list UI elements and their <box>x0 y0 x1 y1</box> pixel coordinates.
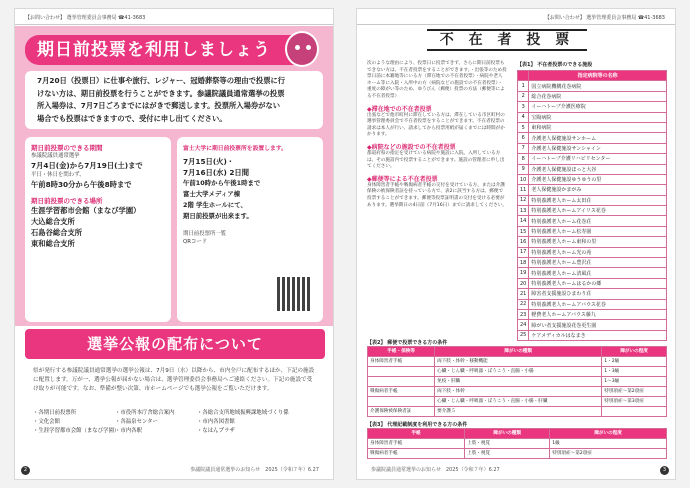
row-number: 6 <box>518 133 529 143</box>
fuji-place: 富士大学メディア棟 <box>183 190 241 198</box>
row-number: 17 <box>518 247 529 257</box>
row-number: 1 <box>518 81 529 91</box>
table-row <box>368 377 667 387</box>
proxy-table <box>367 428 667 459</box>
table-header: 障がいの程度 <box>602 347 667 357</box>
table-row <box>518 154 667 164</box>
table-row <box>518 91 667 101</box>
table-cell: 免疫・肝臓 <box>435 377 602 387</box>
table-cell: 上肢・視覚 <box>465 449 550 459</box>
absentee-intro: 次のような理由により、投票日に投票できず、さらに期日前投票もできない方は、不在者投票をすることができます。・出張等のため投票日前に本籍地等にいる方（滞在地での不在者投票）・病院や老人ホーム等に入院・入所中の方（病院などの施設での不在者投票）・重度の障がい等のため、ゆうびん（郵便）投票の方法（郵便等による不在者投票） <box>367 61 507 99</box>
koho-place: ・各総合支所地域振興課地域づくり係 <box>197 410 289 416</box>
table-row <box>518 81 667 91</box>
place-item: 生涯学習都市会館（まなび学園） <box>31 206 141 215</box>
institution-name: 介護老人保健施設サンホーム <box>529 133 667 143</box>
institution-name: 宝陽病院 <box>529 112 667 122</box>
table-cell: 特別項症〜第3項症 <box>602 397 667 407</box>
institution-name: ケアメディカルはなまき <box>529 330 667 340</box>
koho-place: ・各温泉センター <box>115 419 158 425</box>
fuji-note: 期日前投票が出来ます。 <box>183 212 253 220</box>
table-row <box>518 309 667 319</box>
table-row <box>518 164 667 174</box>
institution-name: 障がい者支援施設花巻更生園 <box>529 320 667 330</box>
table-row <box>368 397 667 407</box>
row-number: 8 <box>518 154 529 164</box>
table-header: 手帳 <box>368 429 465 439</box>
period-hours: 午前8時30分から午後8時まで <box>31 180 132 189</box>
row-number: 18 <box>518 258 529 268</box>
place-item: 東和総合支所 <box>31 239 75 248</box>
institution-name: 特別養護老人ホーム太田荘 <box>529 195 667 205</box>
fuji-place2: 2階 学生ホールにて、 <box>183 201 247 209</box>
section-text: 都道府県の指定を受けている病院や施設に入院、入所している方は、その施設内で投票することができます。施設の管理者に申し出てください。 <box>367 150 505 170</box>
table-cell: 上肢・視覚 <box>465 439 550 449</box>
election-name: 参議院議員通常選挙 <box>31 153 80 159</box>
institution-name: 特別養護老人ホーム光の苑 <box>529 247 667 257</box>
table-cell <box>368 367 435 377</box>
koho-place: ・市内各駅 <box>115 428 142 434</box>
fuji-date1: 7月15日(火)・ <box>183 157 235 166</box>
table-cell: 特別項症〜第2項症 <box>602 387 667 397</box>
row-number: 7 <box>518 143 529 153</box>
section-title: ◆滞在地での不在者投票 <box>367 105 432 113</box>
institution-name: 特別養護老人ホーム豊沢荘 <box>529 258 667 268</box>
institution-name: イーハトーブ介護リハビリセンター <box>529 154 667 164</box>
row-number: 5 <box>518 122 529 132</box>
place-item: 大込総合支所 <box>31 217 75 226</box>
institution-name: 特別養護老人ホームアイリス花巻 <box>529 206 667 216</box>
place-title: 期日前投票のできる場所 <box>31 197 103 205</box>
koho-place: ・市内各図書館 <box>197 419 235 425</box>
page-header: 【お問い合わせ】 選挙管理委員会事務局 ☎41-3683 <box>15 9 333 25</box>
table-header: 障がいの種類 <box>435 347 602 357</box>
institution-name: 総合花巻病院 <box>529 91 667 101</box>
table-cell <box>602 407 667 417</box>
fuji-date2: 7月16日(水) 2日間 <box>183 168 250 177</box>
section-text: 出張などで他市町村に滞在している方は、滞在している市区町村の選挙管理委員会で不在者投票をすることができます。不在者投票の請求は本人が行い、請求してから投票用紙が届くまでには時間がかかります。 <box>367 112 505 138</box>
table-row <box>518 258 667 268</box>
table-cell: 1・2級 <box>602 357 667 367</box>
table-row <box>518 122 667 132</box>
period-dates: 7月4日(金)から7月19日(土)まで <box>31 161 143 170</box>
koho-place: ・各期日前投票所 <box>33 410 77 416</box>
table-row <box>518 278 667 288</box>
table-row <box>518 268 667 278</box>
mascot-icon <box>285 31 319 67</box>
table-header: 障がいの種類 <box>465 429 550 439</box>
table-cell: 両下肢・体幹・移動機能 <box>435 357 602 367</box>
table-row <box>518 226 667 236</box>
left-page <box>14 8 334 480</box>
table-cell: 1級 <box>550 439 667 449</box>
period-box <box>25 137 171 322</box>
row-number: 2 <box>518 91 529 101</box>
table-row <box>368 367 667 377</box>
row-number: 23 <box>518 309 529 319</box>
row-number: 19 <box>518 268 529 278</box>
row-number: 14 <box>518 216 529 226</box>
qr-code-icon[interactable] <box>277 277 311 311</box>
institution-table <box>517 70 667 341</box>
koho-text: 県が発行する参議院議員通常選挙の選挙公報は、7月9日（水）以降から、市内全戸に配布するほか、下記の施設に配置します。万が一、選挙公報が届かない場合は、選挙管理委員会事務局へご連絡ください。下記の施設で受け取りが可能です。なお、準備が整い次第、市ホームページでも選挙公報をご覧いただけます。 <box>33 368 315 392</box>
section-title: ◆郵便等による不在者投票 <box>367 175 438 183</box>
table-header: 指定病院等の名称 <box>529 71 667 81</box>
table-cell: 1・3級 <box>602 367 667 377</box>
row-number: 11 <box>518 185 529 195</box>
table-cell: 身体障害者手帳 <box>368 357 435 367</box>
table-row <box>518 112 667 122</box>
table-row <box>518 133 667 143</box>
table-cell: 戦傷病者手帳 <box>368 449 465 459</box>
table-header: 障がいの程度 <box>550 429 667 439</box>
page-footer: 参議院議員通常選挙のお知らせ 2025（令和７年）6.27 <box>371 467 500 473</box>
period-note: 平日・休日を問わず、 <box>31 172 85 178</box>
institution-name: 特別養護老人ホーム花巻荘 <box>529 216 667 226</box>
page-header: 【お問い合わせ】 選挙管理委員会事務局 ☎41-3683 <box>357 9 675 25</box>
row-number: 25 <box>518 330 529 340</box>
institution-name: 介護老人保健施設ほっと大谷 <box>529 164 667 174</box>
row-number: 4 <box>518 112 529 122</box>
institution-name: 特別養護老人ホーム松寿園 <box>529 226 667 236</box>
table3-title: 【表3】 代理記載制度を利用できる方の条件 <box>367 422 468 428</box>
page-number: 3 <box>660 466 669 475</box>
row-number: 21 <box>518 289 529 299</box>
table2-wrap <box>367 339 667 459</box>
institution-name: 国立病院機構花巻病院 <box>529 81 667 91</box>
early-voting-banner: 期日前投票を利用しましょう <box>25 35 313 65</box>
table2-title: 【表2】 郵便で投票できる方の条件 <box>367 340 448 346</box>
fuji-time: 午前10時から午後1時まで <box>183 179 261 187</box>
table-cell: 特別項症〜第2項症 <box>550 449 667 459</box>
fuji-title: 富士大学に期日前投票所を設置します。 <box>183 146 287 152</box>
koho-place: ・なはんプラザ <box>197 428 235 434</box>
right-page <box>356 8 676 480</box>
table-row <box>518 320 667 330</box>
institution-name: 障害者支援施設ひまわり荘 <box>529 289 667 299</box>
koho-banner: 選挙公報の配布について <box>25 329 325 359</box>
table-row <box>518 289 667 299</box>
institution-name: 東和病院 <box>529 122 667 132</box>
table-row <box>518 174 667 184</box>
mail-vote-table <box>367 346 667 417</box>
table-cell: 身体障害者手帳 <box>368 439 465 449</box>
row-number: 24 <box>518 320 529 330</box>
fuji-box <box>177 137 323 322</box>
table-cell: 両下肢・体幹 <box>435 387 602 397</box>
institution-name: イーハトーブ介護医療院 <box>529 102 667 112</box>
table-row <box>368 439 667 449</box>
row-number: 3 <box>518 102 529 112</box>
institution-name: 特別養護老人ホーム清風荘 <box>529 268 667 278</box>
table-row <box>518 143 667 153</box>
institution-name: 特別養護老人ホームアバウス花巻 <box>529 299 667 309</box>
table-cell: 要介護５ <box>435 407 602 417</box>
table-row <box>368 449 667 459</box>
table-cell: 心臓・じん臓・呼吸器・ぼうこう・直腸・小腸・肝臓 <box>435 397 602 407</box>
institution-name: 介護老人保健施設ゆうゆうの里 <box>529 174 667 184</box>
institution-name: 介護老人保健施設サンシャイン <box>529 143 667 153</box>
place-item: 石島谷総合支所 <box>31 228 83 237</box>
institution-name: 特別養護老人ホームはるかの郷 <box>529 278 667 288</box>
table-row <box>368 387 667 397</box>
institution-name: 特別養護老人ホーム東和の里 <box>529 237 667 247</box>
institution-table-wrap <box>517 61 667 341</box>
table-row <box>518 237 667 247</box>
row-number: 12 <box>518 195 529 205</box>
intro-text: 7月20日（投票日）に仕事や旅行、レジャー、冠婚葬祭等の理由で投票に行けない方は、期日前投票を行うことができます。参議院議員通常選挙の投票所入場券は、7月7日ごろまでにはがきで郵送します。投票所入場券がない場合でも投票はできますので、受付に申し出てください。 <box>37 76 286 123</box>
institution-name: 老人保健施設かまがみ <box>529 185 667 195</box>
table-row <box>518 195 667 205</box>
row-number: 16 <box>518 237 529 247</box>
koho-places <box>33 409 323 435</box>
koho-place: ・文化会館 <box>33 419 60 425</box>
absentee-title: 不 在 者 投 票 <box>427 29 587 51</box>
institution-name: 軽費老人ホームアバウス藤九 <box>529 309 667 319</box>
row-number: 9 <box>518 164 529 174</box>
table-cell <box>368 377 435 387</box>
row-number: 22 <box>518 299 529 309</box>
table-cell: 心臓・じん臓・呼吸器・ぼうこう・直腸・小腸 <box>435 367 602 377</box>
koho-place: ・市役所本庁舎総合案内 <box>115 410 175 416</box>
section-text: 身体障害者手帳や戦傷病者手帳の交付を受けている方、または介護保険の被保険者証を持っている方で、表2に該当する方は、郵便で投票することができます。郵便等投票証明書の交付を受ける必要があります。選挙期日の4日前（7月16日）までに請求してください。 <box>367 182 507 208</box>
table-row <box>518 299 667 309</box>
row-number: 15 <box>518 226 529 236</box>
table-cell: 戦傷病者手帳 <box>368 387 435 397</box>
row-number: 20 <box>518 278 529 288</box>
row-number: 13 <box>518 206 529 216</box>
table-title: 【表1】 不在者投票のできる施設 <box>517 62 593 68</box>
row-number: 10 <box>518 174 529 184</box>
table-cell <box>368 397 435 407</box>
table-row <box>368 407 667 417</box>
table-row <box>518 102 667 112</box>
table-row <box>518 247 667 257</box>
period-title: 期日前投票のできる期間 <box>31 144 103 152</box>
section-title: ◆病院などの施設での不在者投票 <box>367 143 456 151</box>
table-header: 手帳・保険等 <box>368 347 435 357</box>
page-footer: 参議院議員通常選挙のお知らせ 2025（令和７年）6.27 <box>190 467 319 473</box>
table-row <box>518 206 667 216</box>
page-number: 2 <box>21 466 30 475</box>
qr-caption: 期日前投票所一覧QRコード <box>183 231 227 245</box>
table-row <box>368 357 667 367</box>
table-cell: 介護保険被保険者証 <box>368 407 435 417</box>
table-row <box>518 216 667 226</box>
koho-place: ・生涯学習都市会館（まなび学園） <box>33 428 120 434</box>
table-cell: 1〜3級 <box>602 377 667 387</box>
table-row <box>518 185 667 195</box>
left-column <box>367 61 507 209</box>
